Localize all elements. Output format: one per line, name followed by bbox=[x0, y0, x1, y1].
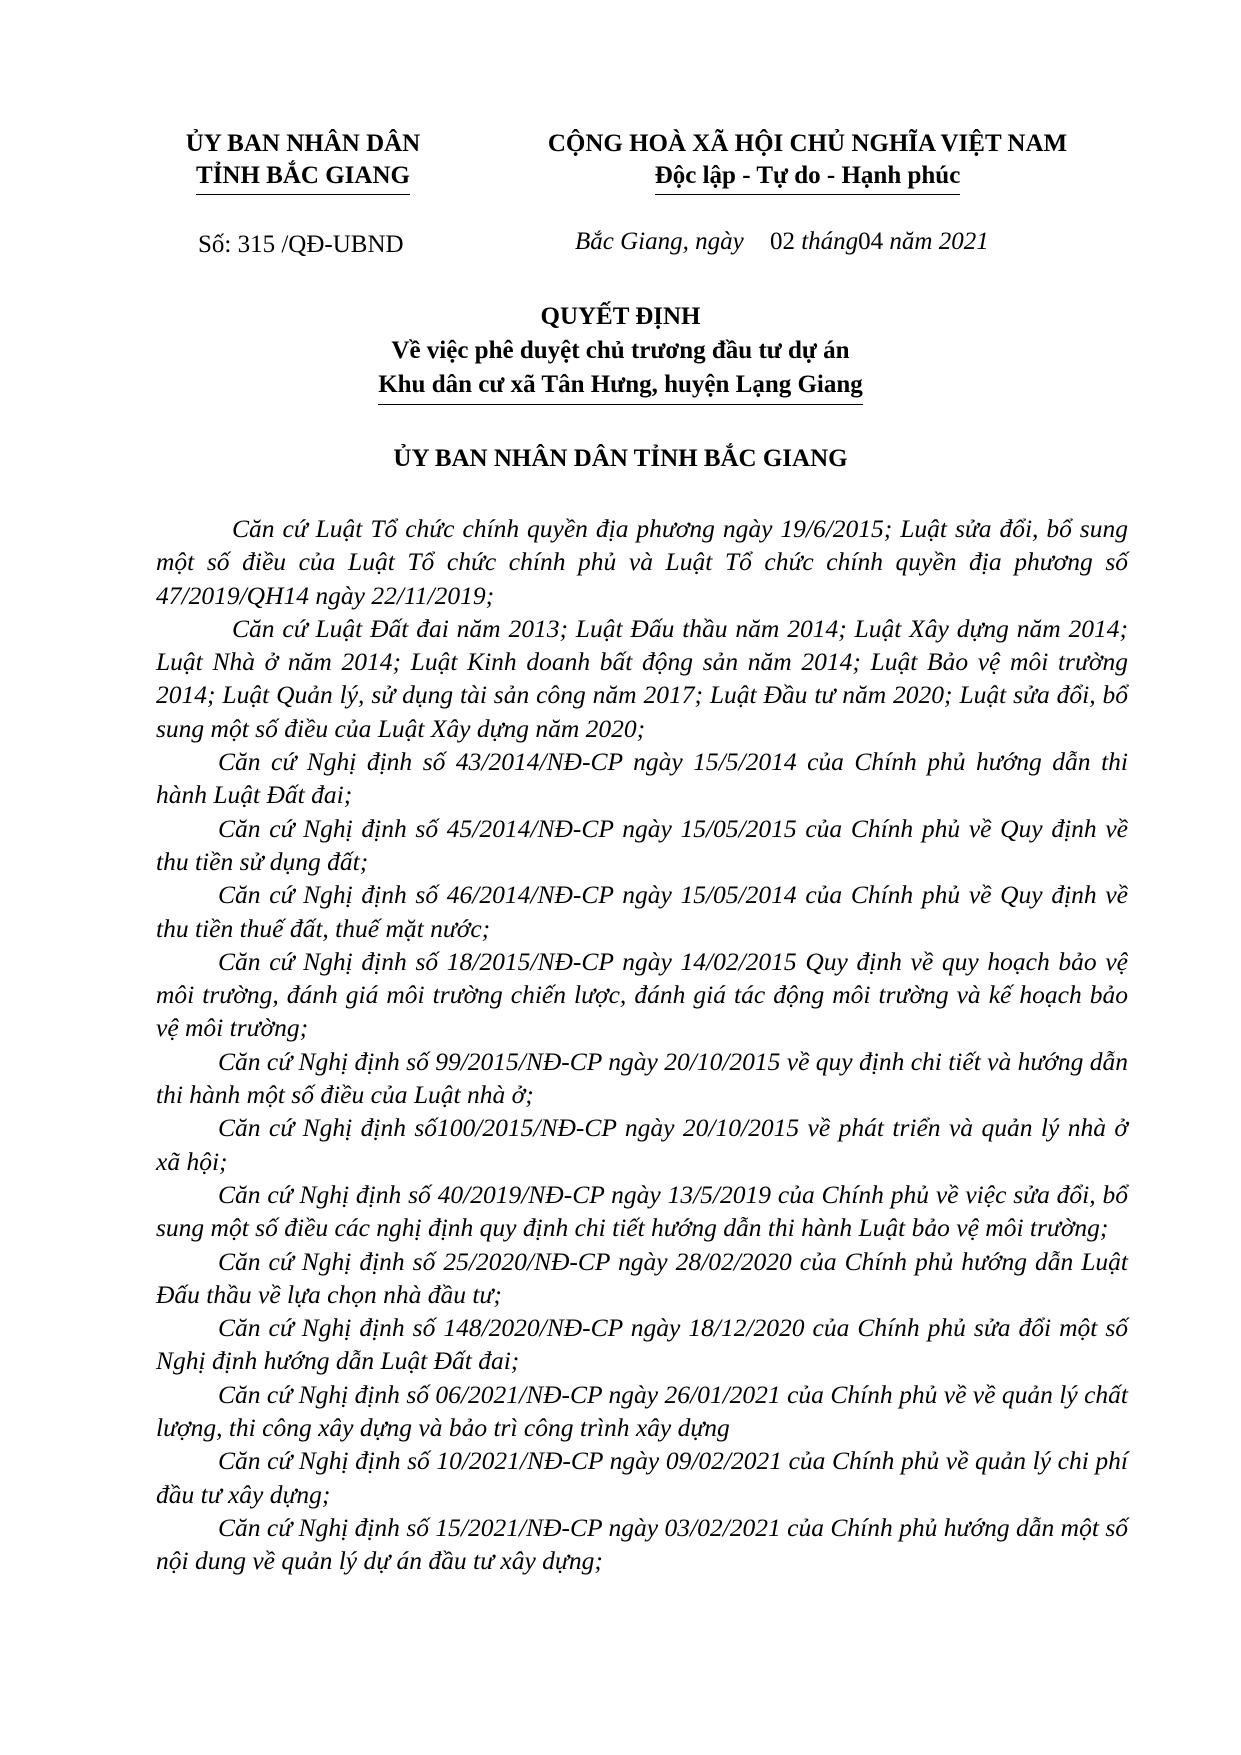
place-date bbox=[575, 228, 989, 256]
subject-line-2: Khu dân cư xã Tân Hưng, huyện Lạng Giang bbox=[378, 368, 863, 405]
document-title bbox=[0, 300, 1241, 405]
preamble-item: Căn cứ Nghị định số 10/2021/NĐ-CP ngày 09/02/2021 của Chính phủ về quản lý chi phí đầu tư xây dựng; bbox=[156, 1446, 1128, 1509]
preamble-item: Căn cứ Nghị định số 18/2015/NĐ-CP ngày 14/02/2015 Quy định về quy hoạch bảo vệ môi trường, đánh giá môi trường chiến lược, đánh giá tác động môi trường và kế hoạch bảo vệ môi trường; bbox=[156, 946, 1128, 1043]
document-type: QUYẾT ĐỊNH bbox=[540, 303, 701, 330]
issuing-authority-line2: TỈNH BẮC GIANG bbox=[196, 160, 410, 195]
country-name: CỘNG HOÀ XÃ HỘI CHỦ NGHĨA VIỆT NAM bbox=[547, 130, 1068, 157]
date-month-label: tháng bbox=[801, 228, 859, 255]
preamble-item: Căn cứ Nghị định số 46/2014/NĐ-CP ngày 15/05/2014 của Chính phủ về Quy định về thu tiền thuế đất, thuế mặt nước; bbox=[156, 880, 1128, 943]
date-year: năm 2021 bbox=[889, 228, 989, 255]
issuing-authority-line1: ỦY BAN NHÂN DÂN bbox=[185, 130, 421, 157]
preamble-item: Căn cứ Nghị định số 40/2019/NĐ-CP ngày 13/5/2019 của Chính phủ về việc sửa đổi, bổ sung một số điều các nghị định quy định chi tiết hướng dẫn thi hành Luật bảo vệ môi trường; bbox=[156, 1179, 1128, 1243]
decision-authority: ỦY BAN NHÂN DÂN TỈNH BẮC GIANG bbox=[393, 445, 848, 472]
preamble-item: Căn cứ Nghị định số 15/2021/NĐ-CP ngày 03/02/2021 của Chính phủ hướng dẫn một số nội dung về quản lý dự án đầu tư xây dựng; bbox=[156, 1512, 1128, 1576]
place-date-prefix: Bắc Giang, ngày bbox=[575, 228, 744, 255]
date-month: 04 bbox=[858, 228, 884, 255]
preamble-item: Căn cứ Nghị định số100/2015/NĐ-CP ngày 20/10/2015 về phát triển và quản lý nhà ở xã hội; bbox=[156, 1113, 1128, 1176]
issuing-authority bbox=[178, 128, 428, 195]
preamble-item: Căn cứ Nghị định số 43/2014/NĐ-CP ngày 15/5/2014 của Chính phủ hướng dẫn thi hành Luật Đất đai; bbox=[156, 747, 1128, 810]
preamble-item: Căn cứ Nghị định số 148/2020/NĐ-CP ngày 18/12/2020 của Chính phủ sửa đổi một số Nghị định hướng dẫn Luật Đất đai; bbox=[156, 1313, 1128, 1376]
preamble-item: Căn cứ Nghị định số 25/2020/NĐ-CP ngày 28/02/2020 của Chính phủ hướng dẫn Luật Đấu thầu về lựa chọn nhà đầu tư; bbox=[156, 1246, 1128, 1309]
subject-line-1: Về việc phê duyệt chủ trương đầu tư dự án bbox=[391, 337, 850, 364]
document-number: Số: 315 /QĐ-UBND bbox=[198, 231, 404, 258]
motto: Độc lập - Tự do - Hạnh phúc bbox=[655, 160, 961, 195]
national-motto bbox=[520, 128, 1095, 195]
preamble-item: Căn cứ Luật Tổ chức chính quyền địa phương ngày 19/6/2015; Luật sửa đổi, bổ sung một số điều của Luật Tổ chức chính phủ và Luật Tổ chức chính quyền địa phương số 47/2019/QH14 ngày 22/11/2019; bbox=[156, 514, 1128, 610]
preamble-item: Căn cứ Nghị định số 45/2014/NĐ-CP ngày 15/05/2015 của Chính phủ về Quy định về thu tiền sử dụng đất; bbox=[156, 813, 1128, 876]
date-day: 02 bbox=[769, 228, 795, 255]
preamble bbox=[156, 512, 1128, 1578]
preamble-item: Căn cứ Nghị định số 06/2021/NĐ-CP ngày 26/01/2021 của Chính phủ về về quản lý chất lượng, thi công xây dựng và bảo trì công trình xây dựng bbox=[156, 1379, 1128, 1443]
preamble-item: Căn cứ Nghị định số 99/2015/NĐ-CP ngày 20/10/2015 về quy định chi tiết và hướng dẫn thi hành một số điều của Luật nhà ở; bbox=[156, 1046, 1129, 1110]
preamble-item: Căn cứ Luật Đất đai năm 2013; Luật Đấu thầu năm 2014; Luật Xây dựng năm 2014; Luật Nhà ở năm 2014; Luật Kinh doanh bất động sản năm 2014; Luật Bảo vệ môi trường 2014; Luật Quản lý, sử dụng tài sản công năm 2017; Luật Đầu tư năm 2020; Luật sửa đổi, bổ sung một số điều của Luật Xây dựng năm 2020; bbox=[156, 613, 1128, 743]
